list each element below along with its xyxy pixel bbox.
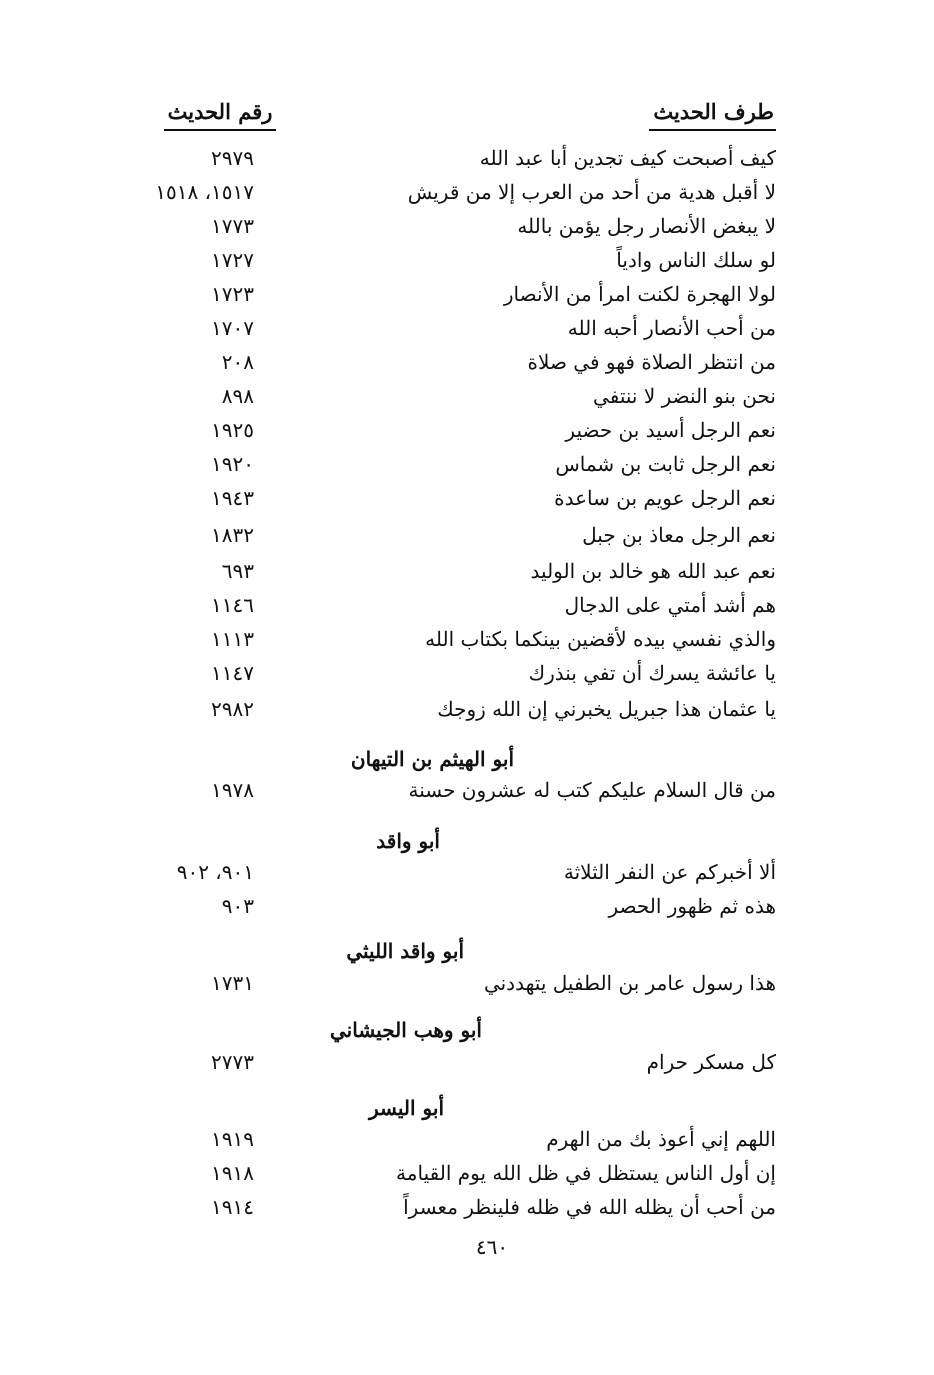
index-row xyxy=(0,141,934,175)
hadith-text: نعم الرجل معاذ بن جبل xyxy=(582,523,776,547)
hadith-number: ١٥١٧، ١٥١٨ xyxy=(155,180,254,204)
index-row xyxy=(0,889,934,923)
index-row xyxy=(0,1190,934,1224)
hadith-text: من انتظر الصلاة فهو في صلاة xyxy=(527,350,776,374)
hadith-number: ١٩٢٥ xyxy=(211,418,254,442)
hadith-text: إن أول الناس يستظل في ظل الله يوم القيامة xyxy=(396,1161,776,1185)
hadith-number: ١٩٧٨ xyxy=(211,778,254,802)
hadith-number: ٨٩٨ xyxy=(221,384,254,408)
index-row xyxy=(0,1122,934,1156)
hadith-number: ٢٩٨٢ xyxy=(211,697,254,721)
index-row xyxy=(0,855,934,889)
narrator-heading: أبو واقد xyxy=(376,829,440,853)
index-row xyxy=(0,277,934,311)
hadith-number: ٩٠١، ٩٠٢ xyxy=(176,860,254,884)
hadith-number: ١٩١٩ xyxy=(211,1127,254,1151)
hadith-number: ١٧٢٧ xyxy=(211,248,254,272)
narrator-heading: أبو الهيثم بن التيهان xyxy=(350,747,514,771)
index-row xyxy=(0,447,934,481)
hadith-text: من قال السلام عليكم كتب له عشرون حسنة xyxy=(408,778,776,802)
index-row xyxy=(0,588,934,622)
index-row xyxy=(0,966,934,1000)
hadith-text: لو سلك الناس وادياً xyxy=(616,248,776,272)
index-row xyxy=(0,554,934,588)
hadith-number: ٢٩٧٩ xyxy=(211,146,254,170)
index-row xyxy=(0,345,934,379)
hadith-text: هذه ثم ظهور الحصر xyxy=(608,894,776,918)
page-number: ٤٦٠ xyxy=(475,1235,509,1259)
hadith-number: ٢٧٧٣ xyxy=(211,1050,254,1074)
hadith-text: نعم الرجل ثابت بن شماس xyxy=(555,452,776,476)
hadith-number: ١٩١٨ xyxy=(211,1161,254,1185)
hadith-text: يا عائشة يسرك أن تفي بنذرك xyxy=(528,661,776,685)
index-row xyxy=(0,243,934,277)
index-row xyxy=(0,413,934,447)
index-row xyxy=(0,518,934,552)
hadith-text: نعم الرجل أسيد بن حضير xyxy=(565,418,776,442)
index-row xyxy=(0,692,934,726)
hadith-text: لا أقبل هدية من أحد من العرب إلا من قريش xyxy=(407,180,776,204)
index-row xyxy=(0,656,934,690)
hadith-text: يا عثمان هذا جبريل يخبرني إن الله زوجك xyxy=(437,697,776,721)
hadith-number: ١٨٣٢ xyxy=(211,523,254,547)
hadith-number: ١٩١٤ xyxy=(211,1195,254,1219)
index-row xyxy=(0,1045,934,1079)
hadith-number: ٢٠٨ xyxy=(221,350,254,374)
hadith-number: ٩٠٣ xyxy=(221,894,254,918)
hadith-text: نعم الرجل عويم بن ساعدة xyxy=(554,486,776,510)
hadith-text: نعم عبد الله هو خالد بن الوليد xyxy=(530,559,776,583)
hadith-text-column-header: طرف الحديث xyxy=(649,97,776,131)
hadith-number: ١١٤٦ xyxy=(211,593,254,617)
index-row xyxy=(0,175,934,209)
hadith-text: كيف أصبحت كيف تجدين أبا عبد الله xyxy=(479,146,776,170)
index-row xyxy=(0,481,934,515)
hadith-number: ١٧٧٣ xyxy=(211,214,254,238)
hadith-number: ١١٤٧ xyxy=(211,661,254,685)
hadith-text: هم أشد أمتي على الدجال xyxy=(564,593,776,617)
hadith-number: ١٩٤٣ xyxy=(211,486,254,510)
index-row xyxy=(0,311,934,345)
index-row xyxy=(0,1156,934,1190)
hadith-number-column-header: رقم الحديث xyxy=(164,97,276,131)
hadith-text: نحن بنو النضر لا ننتفي xyxy=(593,384,776,408)
hadith-number: ١٧٢٣ xyxy=(211,282,254,306)
hadith-text: لولا الهجرة لكنت امرأ من الأنصار xyxy=(503,282,776,306)
index-row xyxy=(0,773,934,807)
narrator-heading: أبو واقد الليثي xyxy=(346,939,464,963)
index-row xyxy=(0,622,934,656)
hadith-number: ١٧٣١ xyxy=(211,971,254,995)
hadith-text: من أحب أن يظله الله في ظله فلينظر معسراً xyxy=(403,1195,776,1219)
narrator-heading: أبو اليسر xyxy=(369,1096,444,1120)
index-row xyxy=(0,209,934,243)
hadith-number: ١٧٠٧ xyxy=(211,316,254,340)
hadith-number: ٦٩٣ xyxy=(221,559,254,583)
hadith-number: ١١١٣ xyxy=(211,627,254,651)
hadith-text: اللهم إني أعوذ بك من الهرم xyxy=(546,1127,776,1151)
index-row xyxy=(0,379,934,413)
hadith-number: ١٩٢٠ xyxy=(211,452,254,476)
hadith-text: هذا رسول عامر بن الطفيل يتهددني xyxy=(483,971,776,995)
hadith-text: لا يبغض الأنصار رجل يؤمن بالله xyxy=(517,214,776,238)
narrator-heading: أبو وهب الجيشاني xyxy=(330,1018,482,1042)
hadith-text: ألا أخبركم عن النفر الثلاثة xyxy=(563,860,776,884)
hadith-text: من أحب الأنصار أحبه الله xyxy=(567,316,776,340)
hadith-text: كل مسكر حرام xyxy=(646,1050,776,1074)
hadith-text: والذي نفسي بيده لأقضين بينكما بكتاب الله xyxy=(425,627,776,651)
